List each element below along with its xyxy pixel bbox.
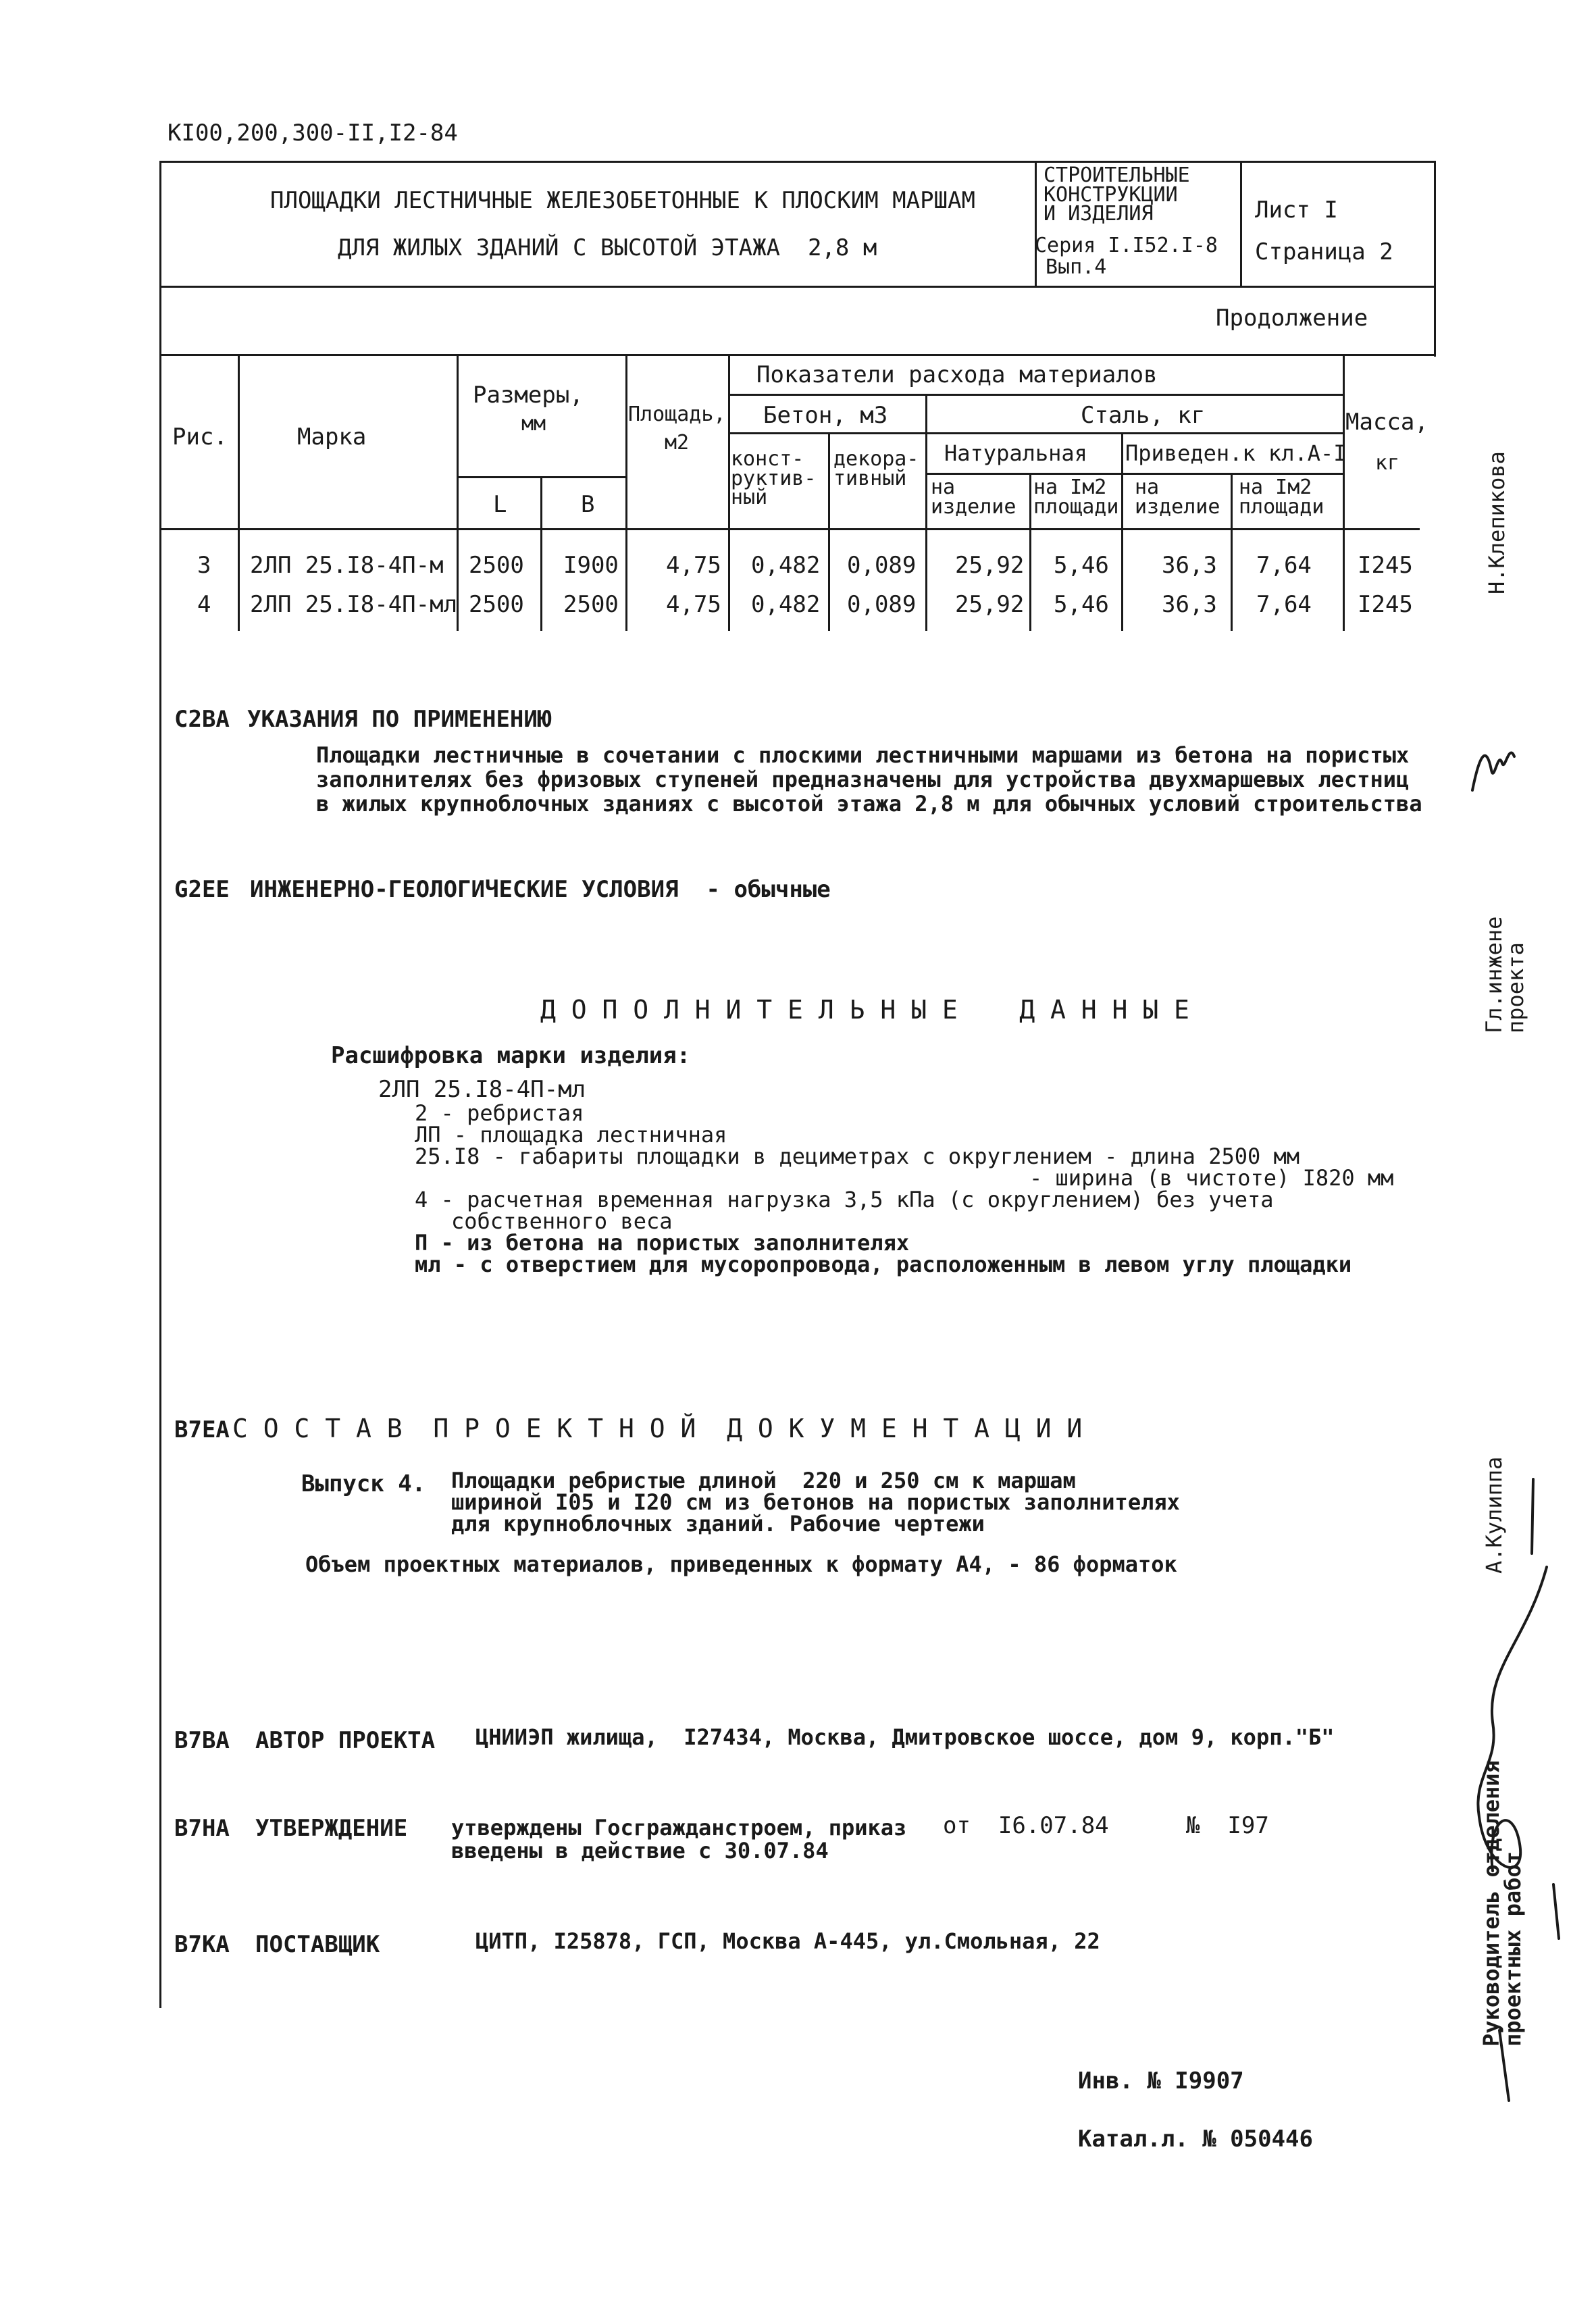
cell-red-item: 36,3	[1162, 552, 1217, 579]
decode-line-6: собственного веса	[451, 1208, 673, 1234]
margin-chief-1: Гл.инжене	[1481, 916, 1507, 1033]
margin-chief-2: проекта	[1503, 942, 1528, 1033]
decode-line-3: 25.I8 - габариты площадки в дециметрах с округлением - длина 2500 мм	[415, 1143, 1300, 1169]
col-line-8	[1029, 473, 1031, 631]
application-heading: УКАЗАНИЯ ПО ПРИМЕНЕНИЮ	[247, 706, 552, 733]
sub-line-3	[925, 473, 1344, 475]
th-per-item-2: изделие	[931, 494, 1016, 519]
volume-text: Объем проектных материалов, приведенных к формату А4, - 86 форматок	[305, 1551, 1177, 1577]
decode-title: Расшифровка марки изделия:	[331, 1042, 691, 1069]
stamp-sheet: Лист I	[1255, 197, 1338, 224]
col-line-3	[540, 476, 542, 631]
frame-left	[159, 161, 161, 2008]
table-top-right	[1347, 354, 1421, 356]
th-area: Площадь,	[628, 403, 726, 426]
th-per-m2	[1033, 475, 1119, 519]
th-steel: Сталь, кг	[1081, 402, 1206, 429]
stamp-category-3: И ИЗДЕЛИЯ	[1044, 202, 1154, 226]
cell-decor: 0,089	[847, 591, 917, 618]
author-text: ЦНИИЭП жилища, I27434, Москва, Дмитровское шоссе, дом 9, корп."Б"	[475, 1724, 1335, 1750]
continuation-label: Продолжение	[1216, 305, 1368, 332]
stamp-page: Страница 2	[1255, 238, 1393, 265]
th-decorative-2: тивный	[833, 466, 907, 490]
cell-nat-m2: 5,46	[1054, 591, 1109, 618]
th-per-item-1: на	[931, 475, 956, 499]
stamp-series: Серия I.I52.I-8	[1035, 234, 1218, 257]
additional-heading: Д О П О Л Н И Т Е Л Ь Н Ы Е Д А Н Н Ы Е	[540, 995, 1189, 1025]
margin-head-2: проектных работ	[1500, 1851, 1526, 2047]
document-code: КI00,200,300-II,I2-84	[168, 120, 458, 147]
cell-nat-m2: 5,46	[1054, 552, 1109, 579]
col-line-7	[925, 395, 927, 631]
stamp-category	[1044, 163, 1190, 226]
stamp-issue: Вып.4	[1046, 255, 1107, 279]
catalog-number: Катал.л. № 050446	[1078, 2126, 1313, 2153]
cell-nat-item: 25,92	[955, 552, 1025, 579]
col-line-2	[457, 354, 459, 631]
margin-chief	[1483, 917, 1526, 1033]
approval-label: УТВЕРЖДЕНИЕ	[255, 1815, 408, 1842]
inventory-number: Инв. № I9907	[1078, 2067, 1244, 2094]
approval-line-2: введены в действие с 30.07.84	[451, 1838, 829, 1863]
decode-line-4: - ширина (в чистоте) I820 мм	[1029, 1165, 1394, 1191]
cell-l: 2500	[469, 591, 524, 618]
stamp-category-2: КОНСТРУКЦИИ	[1044, 182, 1178, 207]
th-natural: Натуральная	[944, 440, 1087, 466]
col-line-1	[238, 354, 240, 631]
th-mark: Марка	[297, 423, 367, 451]
decode-line-2: ЛП - площадка лестничная	[415, 1122, 727, 1148]
cell-struct: 0,482	[751, 552, 821, 579]
decode-line-5: 4 - расчетная временная нагрузка 3,5 кПа (с округлением) без учета	[415, 1187, 1274, 1212]
cell-struct: 0,482	[751, 591, 821, 618]
issue-line-1: Площадки ребристые длиной 220 и 250 см к маршам	[451, 1468, 1076, 1493]
th-mass: Масса,	[1345, 409, 1428, 436]
sub-line-2	[728, 432, 1343, 434]
th-per-m2-1: на Iм2	[1033, 475, 1107, 499]
margin-head-1: Руководитель отделения	[1478, 1760, 1504, 2047]
sub-line-4	[457, 476, 625, 478]
geology-text: ИНЖЕНЕРНО-ГЕОЛОГИЧЕСКИЕ УСЛОВИЯ - обычные	[250, 876, 831, 903]
cell-l: 2500	[469, 552, 524, 579]
cell-red-item: 36,3	[1162, 591, 1217, 618]
th-per-item	[931, 475, 1016, 519]
th-area-unit: м2	[665, 431, 690, 455]
frame-top	[159, 161, 1436, 163]
cell-fig: 4	[197, 591, 211, 618]
approval-number: № I97	[1186, 1812, 1269, 1839]
title-line-2: ДЛЯ ЖИЛЫХ ЗДАНИЙ С ВЫСОТОЙ ЭТАЖА 2,8 м	[338, 234, 877, 261]
col-line-9	[1121, 432, 1123, 631]
title-bottom-line	[159, 286, 1436, 288]
author-label: АВТОР ПРОЕКТА	[255, 1727, 436, 1754]
th-sizes-unit: мм	[521, 412, 546, 436]
author-code: В7ВА	[174, 1727, 230, 1754]
application-line-2: заполнителях без фризовых ступеней предназначены для устройства двухмаршевых лестниц	[316, 767, 1410, 792]
th-structural	[731, 447, 817, 509]
supplier-text: ЦИТП, I25878, ГСП, Москва А-445, ул.Смольная, 22	[475, 1928, 1100, 1954]
th-per-m2-b2: площади	[1239, 494, 1324, 519]
issue-line-2: шириной I05 и I20 см из бетонов на пористых заполнителях	[451, 1489, 1180, 1515]
col-line-11	[1343, 354, 1345, 631]
cell-area: 4,75	[666, 591, 721, 618]
stamp-divider-2	[1240, 161, 1242, 288]
col-line-4	[625, 354, 627, 631]
table-top-line	[159, 354, 1436, 356]
th-mass-unit: кг	[1375, 451, 1400, 475]
th-indicators: Показатели расхода материалов	[756, 361, 1158, 388]
application-line-1: Площадки лестничные в сочетании с плоскими лестничными маршами из бетона на пористых	[316, 742, 1410, 768]
approval-date: от I6.07.84	[943, 1812, 1109, 1839]
stamp-category-1: СТРОИТЕЛЬНЫЕ	[1044, 163, 1190, 187]
composition-heading: С О С Т А В П Р О Е К Т Н О Й Д О К У М Е Н Т А Ц И И	[232, 1414, 1083, 1443]
issue-label: Выпуск 4.	[301, 1470, 426, 1497]
composition-code: В7ЕА	[174, 1416, 230, 1443]
th-decorative	[833, 447, 919, 490]
sub-line-1	[728, 394, 1343, 396]
th-concrete: Бетон, м3	[763, 402, 888, 429]
th-size-l: L	[493, 491, 507, 518]
supplier-label: ПОСТАВЩИК	[255, 1931, 380, 1958]
cell-mass: I245	[1358, 591, 1413, 618]
margin-head-name: А.Кулиппа	[1481, 1456, 1507, 1574]
cell-nat-item: 25,92	[955, 591, 1025, 618]
th-sizes: Размеры,	[473, 382, 584, 409]
col-line-10	[1231, 473, 1233, 631]
signature-mark	[1459, 729, 1520, 804]
th-fig: Рис.	[172, 423, 228, 451]
th-structural-1: конст-	[731, 447, 804, 471]
application-code: С2ВА	[174, 706, 230, 733]
th-per-m2-b1: на Iм2	[1239, 475, 1312, 499]
th-structural-3: ный	[731, 486, 768, 509]
decode-line-7: П - из бетона на пористых заполнителях	[415, 1230, 910, 1256]
cell-b: I900	[563, 552, 619, 579]
decode-line-8: мл - с отверстием для мусоропровода, расположенным в левом углу площадки	[415, 1252, 1352, 1277]
th-decorative-1: декора-	[833, 447, 919, 471]
th-per-item-b2: изделие	[1135, 494, 1220, 519]
th-per-item-b1: на	[1135, 475, 1160, 499]
cell-mark: 2ЛП 25.I8-4П-м	[250, 552, 444, 579]
geology-code: G2EE	[174, 876, 230, 903]
cell-red-m2: 7,64	[1256, 552, 1312, 579]
cell-mark: 2ЛП 25.I8-4П-мл	[250, 591, 458, 618]
th-size-b: B	[581, 491, 595, 518]
cell-b: 2500	[563, 591, 619, 618]
issue-line-3: для крупноблочных зданий. Рабочие чертежи	[451, 1511, 985, 1537]
cell-mass: I245	[1358, 552, 1413, 579]
stamp-divider-1	[1035, 161, 1037, 288]
margin-name: Н.Клепикова	[1484, 451, 1510, 594]
margin-tick	[1495, 2026, 1516, 2107]
th-per-item-b	[1135, 475, 1220, 519]
th-per-m2-b	[1239, 475, 1324, 519]
cell-decor: 0,089	[847, 552, 917, 579]
application-line-3: в жилых крупноблочных зданиях с высотой этажа 2,8 м для обычных условий строительства	[316, 791, 1422, 817]
title-line-1: ПЛОЩАДКИ ЛЕСТНИЧНЫЕ ЖЕЛЕЗОБЕТОННЫЕ К ПЛОСКИМ МАРШАМ	[270, 187, 975, 214]
approval-code: В7НА	[174, 1815, 230, 1842]
supplier-code: В7КА	[174, 1931, 230, 1958]
decode-mark: 2ЛП 25.I8-4П-мл	[378, 1076, 586, 1103]
col-line-6	[828, 432, 830, 631]
th-per-m2-2: площади	[1033, 494, 1119, 519]
cell-red-m2: 7,64	[1256, 591, 1312, 618]
th-reduced: Приведен.к кл.А-I	[1125, 440, 1347, 466]
approval-line-1: утверждены Госгражданстроем, приказ	[451, 1815, 907, 1841]
th-structural-2: руктив-	[731, 466, 817, 490]
signature-head	[1445, 1466, 1567, 1952]
cell-area: 4,75	[666, 552, 721, 579]
decode-line-1: 2 - ребристая	[415, 1100, 584, 1126]
frame-right	[1434, 161, 1436, 357]
cell-fig: 3	[197, 552, 211, 579]
